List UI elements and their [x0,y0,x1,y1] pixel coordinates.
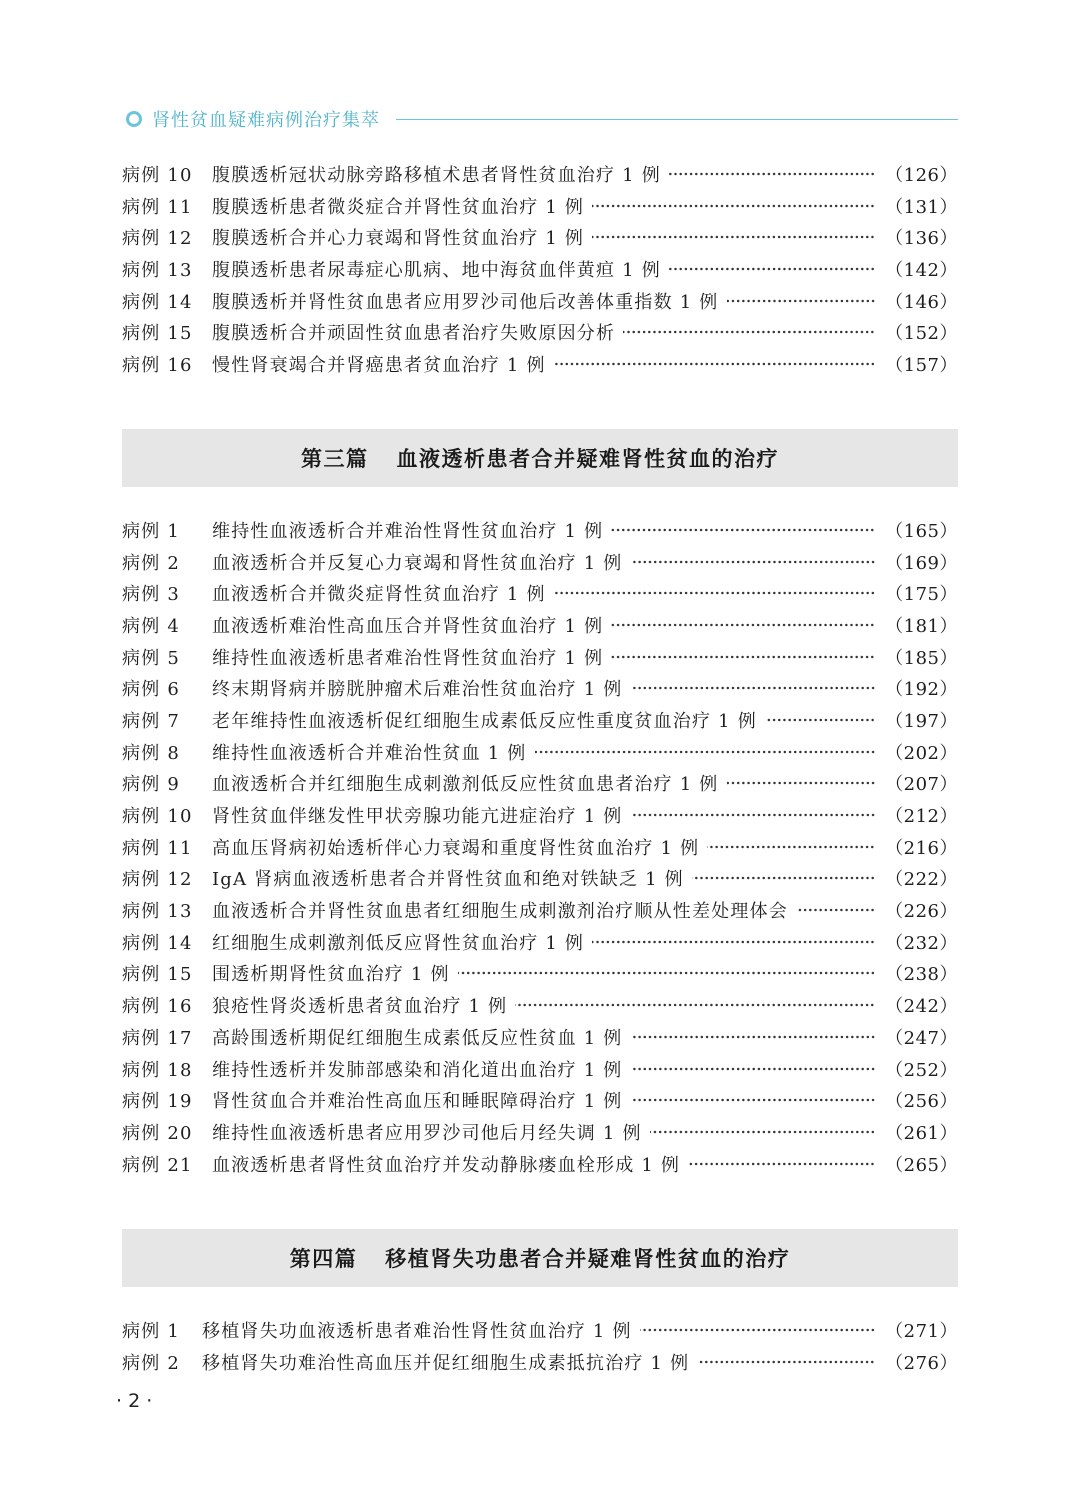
toc-entry[interactable] [122,316,958,348]
case-label: 病例 9 [122,774,180,796]
dot-leader [611,526,875,534]
entry-title: 血液透析难治性高血压合并肾性贫血治疗 1 例 [212,615,604,637]
dot-leader [631,1033,876,1041]
entry-title: 腹膜透析合并心力衰竭和肾性贫血治疗 1 例 [212,228,585,250]
toc-entry[interactable] [122,190,958,222]
dot-leader [727,297,876,305]
dot-leader [611,653,875,661]
case-label: 病例 19 [122,1091,193,1113]
page-ref: （185） [885,647,958,669]
entry-title: 老年维持性血液透析促红细胞生成素低反应性重度贫血治疗 1 例 [212,710,757,732]
toc-entry[interactable] [122,894,958,926]
entry-title: 腹膜透析并肾性贫血患者应用罗沙司他后改善体重指数 1 例 [212,291,719,313]
entry-title: 维持性血液透析患者难治性肾性贫血治疗 1 例 [212,647,604,669]
dot-leader [796,906,875,914]
part4-title: 移植肾失功患者合并疑难肾性贫血的治疗 [385,1246,791,1271]
toc-entry[interactable] [122,672,958,704]
page-ref: （165） [885,520,958,542]
page-ref: （131） [885,196,958,218]
entry-title: 血液透析患者肾性贫血治疗并发动静脉瘘血栓形成 1 例 [212,1154,681,1176]
page-ref: （181） [885,615,958,637]
toc-entry[interactable] [122,1116,958,1148]
entry-title: 高血压肾病初始透析伴心力衰竭和重度肾性贫血治疗 1 例 [212,837,700,859]
case-label: 病例 13 [122,901,193,923]
toc-section-part4 [122,1314,958,1377]
page-ref: （169） [885,552,958,574]
part3-title: 血液透析患者合并疑难肾性贫血的治疗 [396,446,779,471]
page-ref: （212） [885,806,958,828]
entry-title: 维持性血液透析合并难治性肾性贫血治疗 1 例 [212,520,604,542]
page-ref: （271） [885,1320,958,1342]
page-ref: （238） [885,964,958,986]
toc-entry[interactable] [122,958,958,990]
dot-leader [631,558,876,566]
page-ref: （256） [885,1091,958,1113]
toc-entry[interactable] [122,1346,958,1378]
toc-entry[interactable] [122,1314,958,1346]
entry-title: 移植肾失功难治性高血压并促红细胞生成素抵抗治疗 1 例 [202,1352,690,1374]
case-label: 病例 10 [122,806,193,828]
case-label: 病例 1 [122,1320,180,1342]
dot-leader [515,1001,875,1009]
book-title: 肾性贫血疑难病例治疗集萃 [152,110,380,131]
entry-title: 肾性贫血伴继发性甲状旁腺功能亢进症治疗 1 例 [212,806,623,828]
page-ref: （252） [885,1059,958,1081]
running-header [126,104,958,134]
entry-title: 移植肾失功血液透析患者难治性肾性贫血治疗 1 例 [202,1320,632,1342]
page-ref: （232） [885,932,958,954]
page-ref: （242） [885,996,958,1018]
page-ref: （152） [885,323,958,345]
entry-title: 腹膜透析合并顽固性贫血患者治疗失败原因分析 [212,323,616,345]
page-ref: （197） [885,710,958,732]
case-label: 病例 18 [122,1059,193,1081]
dot-leader [765,716,875,724]
dot-leader [631,684,876,692]
case-label: 病例 6 [122,679,180,701]
toc-section-part3 [122,514,958,1179]
case-label: 病例 15 [122,323,193,345]
case-label: 病例 16 [122,996,193,1018]
header-rule [396,119,958,120]
dot-leader [535,748,876,756]
dot-leader [650,1128,875,1136]
page-ref: （146） [885,291,958,313]
entry-title: 终末期肾病并膀胱肿瘤术后难治性贫血治疗 1 例 [212,679,623,701]
dot-leader [592,202,875,210]
entry-title: 腹膜透析冠状动脉旁路移植术患者肾性贫血治疗 1 例 [212,164,661,186]
case-label: 病例 11 [122,196,193,218]
toc-entry[interactable] [122,285,958,317]
toc-entry[interactable] [122,768,958,800]
page-number: · 2 · [116,1390,153,1412]
case-label: 病例 12 [122,869,193,891]
case-label: 病例 16 [122,354,193,376]
dot-leader [458,969,875,977]
part4-banner [122,1229,958,1287]
case-label: 病例 14 [122,291,193,313]
case-label: 病例 17 [122,1027,193,1049]
case-label: 病例 1 [122,520,180,542]
toc-entry[interactable] [122,348,958,380]
part3-number: 第三篇 [301,446,369,471]
case-label: 病例 12 [122,228,193,250]
case-label: 病例 14 [122,932,193,954]
dot-leader [554,589,875,597]
part3-banner [122,429,958,487]
page-ref: （216） [885,837,958,859]
entry-title: 维持性血液透析患者应用罗沙司他后月经失调 1 例 [212,1122,642,1144]
entry-title: 维持性透析并发肺部感染和消化道出血治疗 1 例 [212,1059,623,1081]
toc-entry[interactable] [122,736,958,768]
page-ref: （175） [885,584,958,606]
toc-entry[interactable] [122,989,958,1021]
entry-title: 血液透析合并肾性贫血患者红细胞生成刺激剂治疗顺从性差处理体会 [212,901,788,923]
case-label: 病例 7 [122,710,180,732]
page-ref: （222） [885,869,958,891]
case-label: 病例 15 [122,964,193,986]
toc-entry[interactable] [122,253,958,285]
toc-entry[interactable] [122,704,958,736]
toc-entry[interactable] [122,1084,958,1116]
toc-entry[interactable] [122,1053,958,1085]
entry-title: 血液透析合并微炎症肾性贫血治疗 1 例 [212,584,546,606]
entry-title: 血液透析合并反复心力衰竭和肾性贫血治疗 1 例 [212,552,623,574]
dot-leader [631,1096,876,1104]
dot-leader [692,874,875,882]
toc-entry[interactable] [122,158,958,190]
entry-title: 腹膜透析患者微炎症合并肾性贫血治疗 1 例 [212,196,585,218]
entry-title: 慢性肾衰竭合并肾癌患者贫血治疗 1 例 [212,354,546,376]
toc-entry[interactable] [122,863,958,895]
entry-title: 维持性血液透析合并难治性贫血 1 例 [212,742,527,764]
dot-leader [623,328,875,336]
case-label: 病例 4 [122,615,180,637]
page-ref: （261） [885,1122,958,1144]
page-ref: （202） [885,742,958,764]
toc-entry[interactable] [122,1148,958,1180]
page-ref: （226） [885,901,958,923]
dot-leader [688,1160,875,1168]
toc-entry[interactable] [122,799,958,831]
case-label: 病例 13 [122,259,193,281]
circle-icon [126,111,142,127]
case-label: 病例 10 [122,164,193,186]
case-label: 病例 8 [122,742,180,764]
dot-leader [697,1358,875,1366]
dot-leader [592,938,875,946]
dot-leader [554,360,875,368]
dot-leader [640,1326,875,1334]
case-label: 病例 5 [122,647,180,669]
dot-leader [631,1065,876,1073]
page-ref: （192） [885,679,958,701]
page-ref: （265） [885,1154,958,1176]
entry-title: 围透析期肾性贫血治疗 1 例 [212,964,450,986]
entry-title: IgA 肾病血液透析患者合并肾性贫血和绝对铁缺乏 1 例 [212,869,684,891]
case-label: 病例 20 [122,1122,193,1144]
entry-title: 红细胞生成刺激剂低反应肾性贫血治疗 1 例 [212,932,585,954]
page-ref: （247） [885,1027,958,1049]
dot-leader [611,621,875,629]
page-ref: （142） [885,259,958,281]
toc-entry[interactable] [122,609,958,641]
toc-entry[interactable] [122,514,958,546]
dot-leader [631,811,876,819]
page-ref: （207） [885,774,958,796]
page-ref: （136） [885,228,958,250]
toc-entry[interactable] [122,577,958,609]
entry-title: 血液透析合并红细胞生成刺激剂低反应性贫血患者治疗 1 例 [212,774,719,796]
case-label: 病例 3 [122,584,180,606]
toc-section-part2-continued [122,158,958,380]
case-label: 病例 2 [122,552,180,574]
case-label: 病例 2 [122,1352,180,1374]
dot-leader [707,843,875,851]
toc-entry[interactable] [122,546,958,578]
dot-leader [669,170,875,178]
entry-title: 高龄围透析期促红细胞生成素低反应性贫血 1 例 [212,1027,623,1049]
toc-entry[interactable] [122,641,958,673]
entry-title: 肾性贫血合并难治性高血压和睡眠障碍治疗 1 例 [212,1091,623,1113]
case-label: 病例 21 [122,1154,193,1176]
entry-title: 腹膜透析患者尿毒症心肌病、地中海贫血伴黄疸 1 例 [212,259,661,281]
entry-title: 狼疮性肾炎透析患者贫血治疗 1 例 [212,996,508,1018]
dot-leader [727,779,876,787]
dot-leader [592,233,875,241]
page-ref: （276） [885,1352,958,1374]
toc-entry[interactable] [122,926,958,958]
case-label: 病例 11 [122,837,193,859]
toc-entry[interactable] [122,1021,958,1053]
toc-entry[interactable] [122,831,958,863]
page-ref: （157） [885,354,958,376]
toc-entry[interactable] [122,221,958,253]
part4-number: 第四篇 [289,1246,358,1271]
dot-leader [669,265,875,273]
page-ref: （126） [885,164,958,186]
